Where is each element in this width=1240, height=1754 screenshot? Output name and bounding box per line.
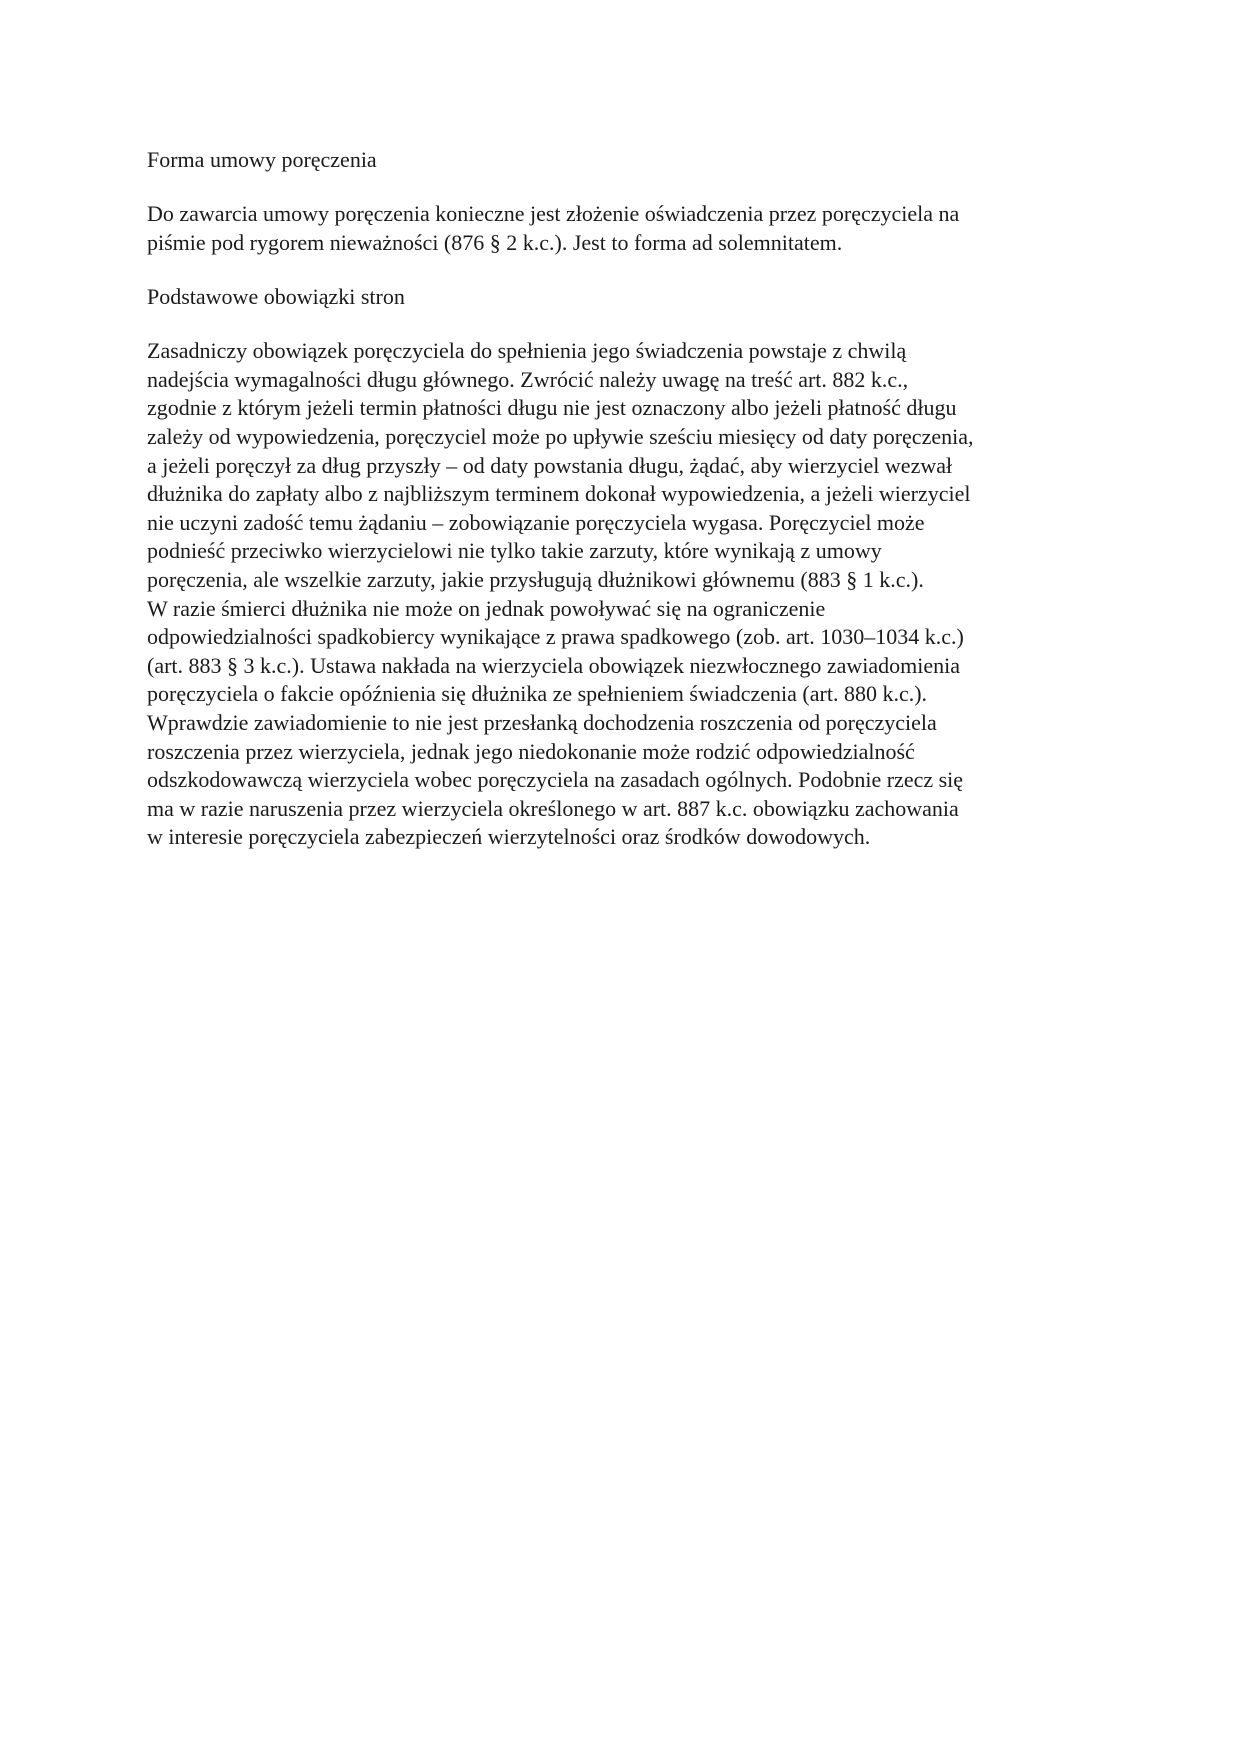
text-line: odszkodowawczą wierzyciela wobec poręczyciela na zasadach ogólnych. Podobnie rzecz się — [147, 767, 964, 793]
document-content — [147, 145, 1107, 877]
text-line: dłużnika do zapłaty albo z najbliższym terminem dokonał wypowiedzenia, a jeżeli wierzyciel — [147, 481, 971, 507]
text-line: podnieść przeciwko wierzycielowi nie tylko takie zarzuty, które wynikają z umowy — [147, 538, 882, 564]
section-heading: Podstawowe obowiązki stron — [147, 284, 405, 310]
text-line: W razie śmierci dłużnika nie może on jednak powoływać się na ograniczenie — [147, 595, 826, 621]
text-line: odpowiedzialności spadkobiercy wynikające z prawa spadkowego (zob. art. 1030–1034 k.c.) — [147, 624, 964, 650]
text-line: Do zawarcia umowy poręczenia konieczne jest złożenie oświadczenia przez poręczyciela na — [147, 201, 960, 226]
section-heading: Forma umowy poręczenia — [147, 147, 377, 172]
text-line: nie uczyni zadość temu żądaniu – zobowiązanie poręczyciela wygasa. Poręczyciel może — [147, 509, 925, 535]
text-line: Zasadniczy obowiązek poręczyciela do spełnienia jego świadczenia powstaje z chwilą — [147, 338, 907, 364]
text-line: a jeżeli poręczył za dług przyszły – od daty powstania długu, żądać, aby wierzyciel wezwał — [147, 452, 953, 478]
text-line: nadejścia wymagalności długu głównego. Zwrócić należy uwagę na treść art. 882 k.c., — [147, 366, 909, 392]
text-line: poręczyciela o fakcie opóźnienia się dłużnika ze spełnieniem świadczenia (art. 880 k.c.). — [147, 681, 928, 707]
text-line: Wprawdzie zawiadomienie to nie jest przesłanką dochodzenia roszczenia od poręczyciela — [147, 709, 937, 735]
text-line: roszczenia przez wierzyciela, jednak jego niedokonanie może rodzić odpowiedzialność — [147, 738, 915, 764]
section-paragraph — [147, 200, 1107, 257]
section-paragraph — [147, 337, 1107, 852]
text-line: piśmie pod rygorem nieważności (876 § 2 k.c.). Jest to forma ad solemnitatem. — [147, 229, 843, 255]
text-line: (art. 883 § 3 k.c.). Ustawa nakłada na wierzyciela obowiązek niezwłocznego zawiadomienia — [147, 652, 961, 678]
text-line: ma w razie naruszenia przez wierzyciela określonego w art. 887 k.c. obowiązku zachowania — [147, 795, 959, 821]
text-line: poręczenia, ale wszelkie zarzuty, jakie przysługują dłużnikowi głównemu (883 § 1 k.c.). — [147, 566, 924, 592]
text-line: zależy od wypowiedzenia, poręczyciel może po upływie sześciu miesięcy od daty poręczenia, — [147, 423, 974, 449]
text-line: w interesie poręczyciela zabezpieczeń wierzytelności oraz środków dowodowych. — [147, 824, 871, 850]
text-line: zgodnie z którym jeżeli termin płatności długu nie jest oznaczony albo jeżeli płatność długu — [147, 395, 957, 421]
